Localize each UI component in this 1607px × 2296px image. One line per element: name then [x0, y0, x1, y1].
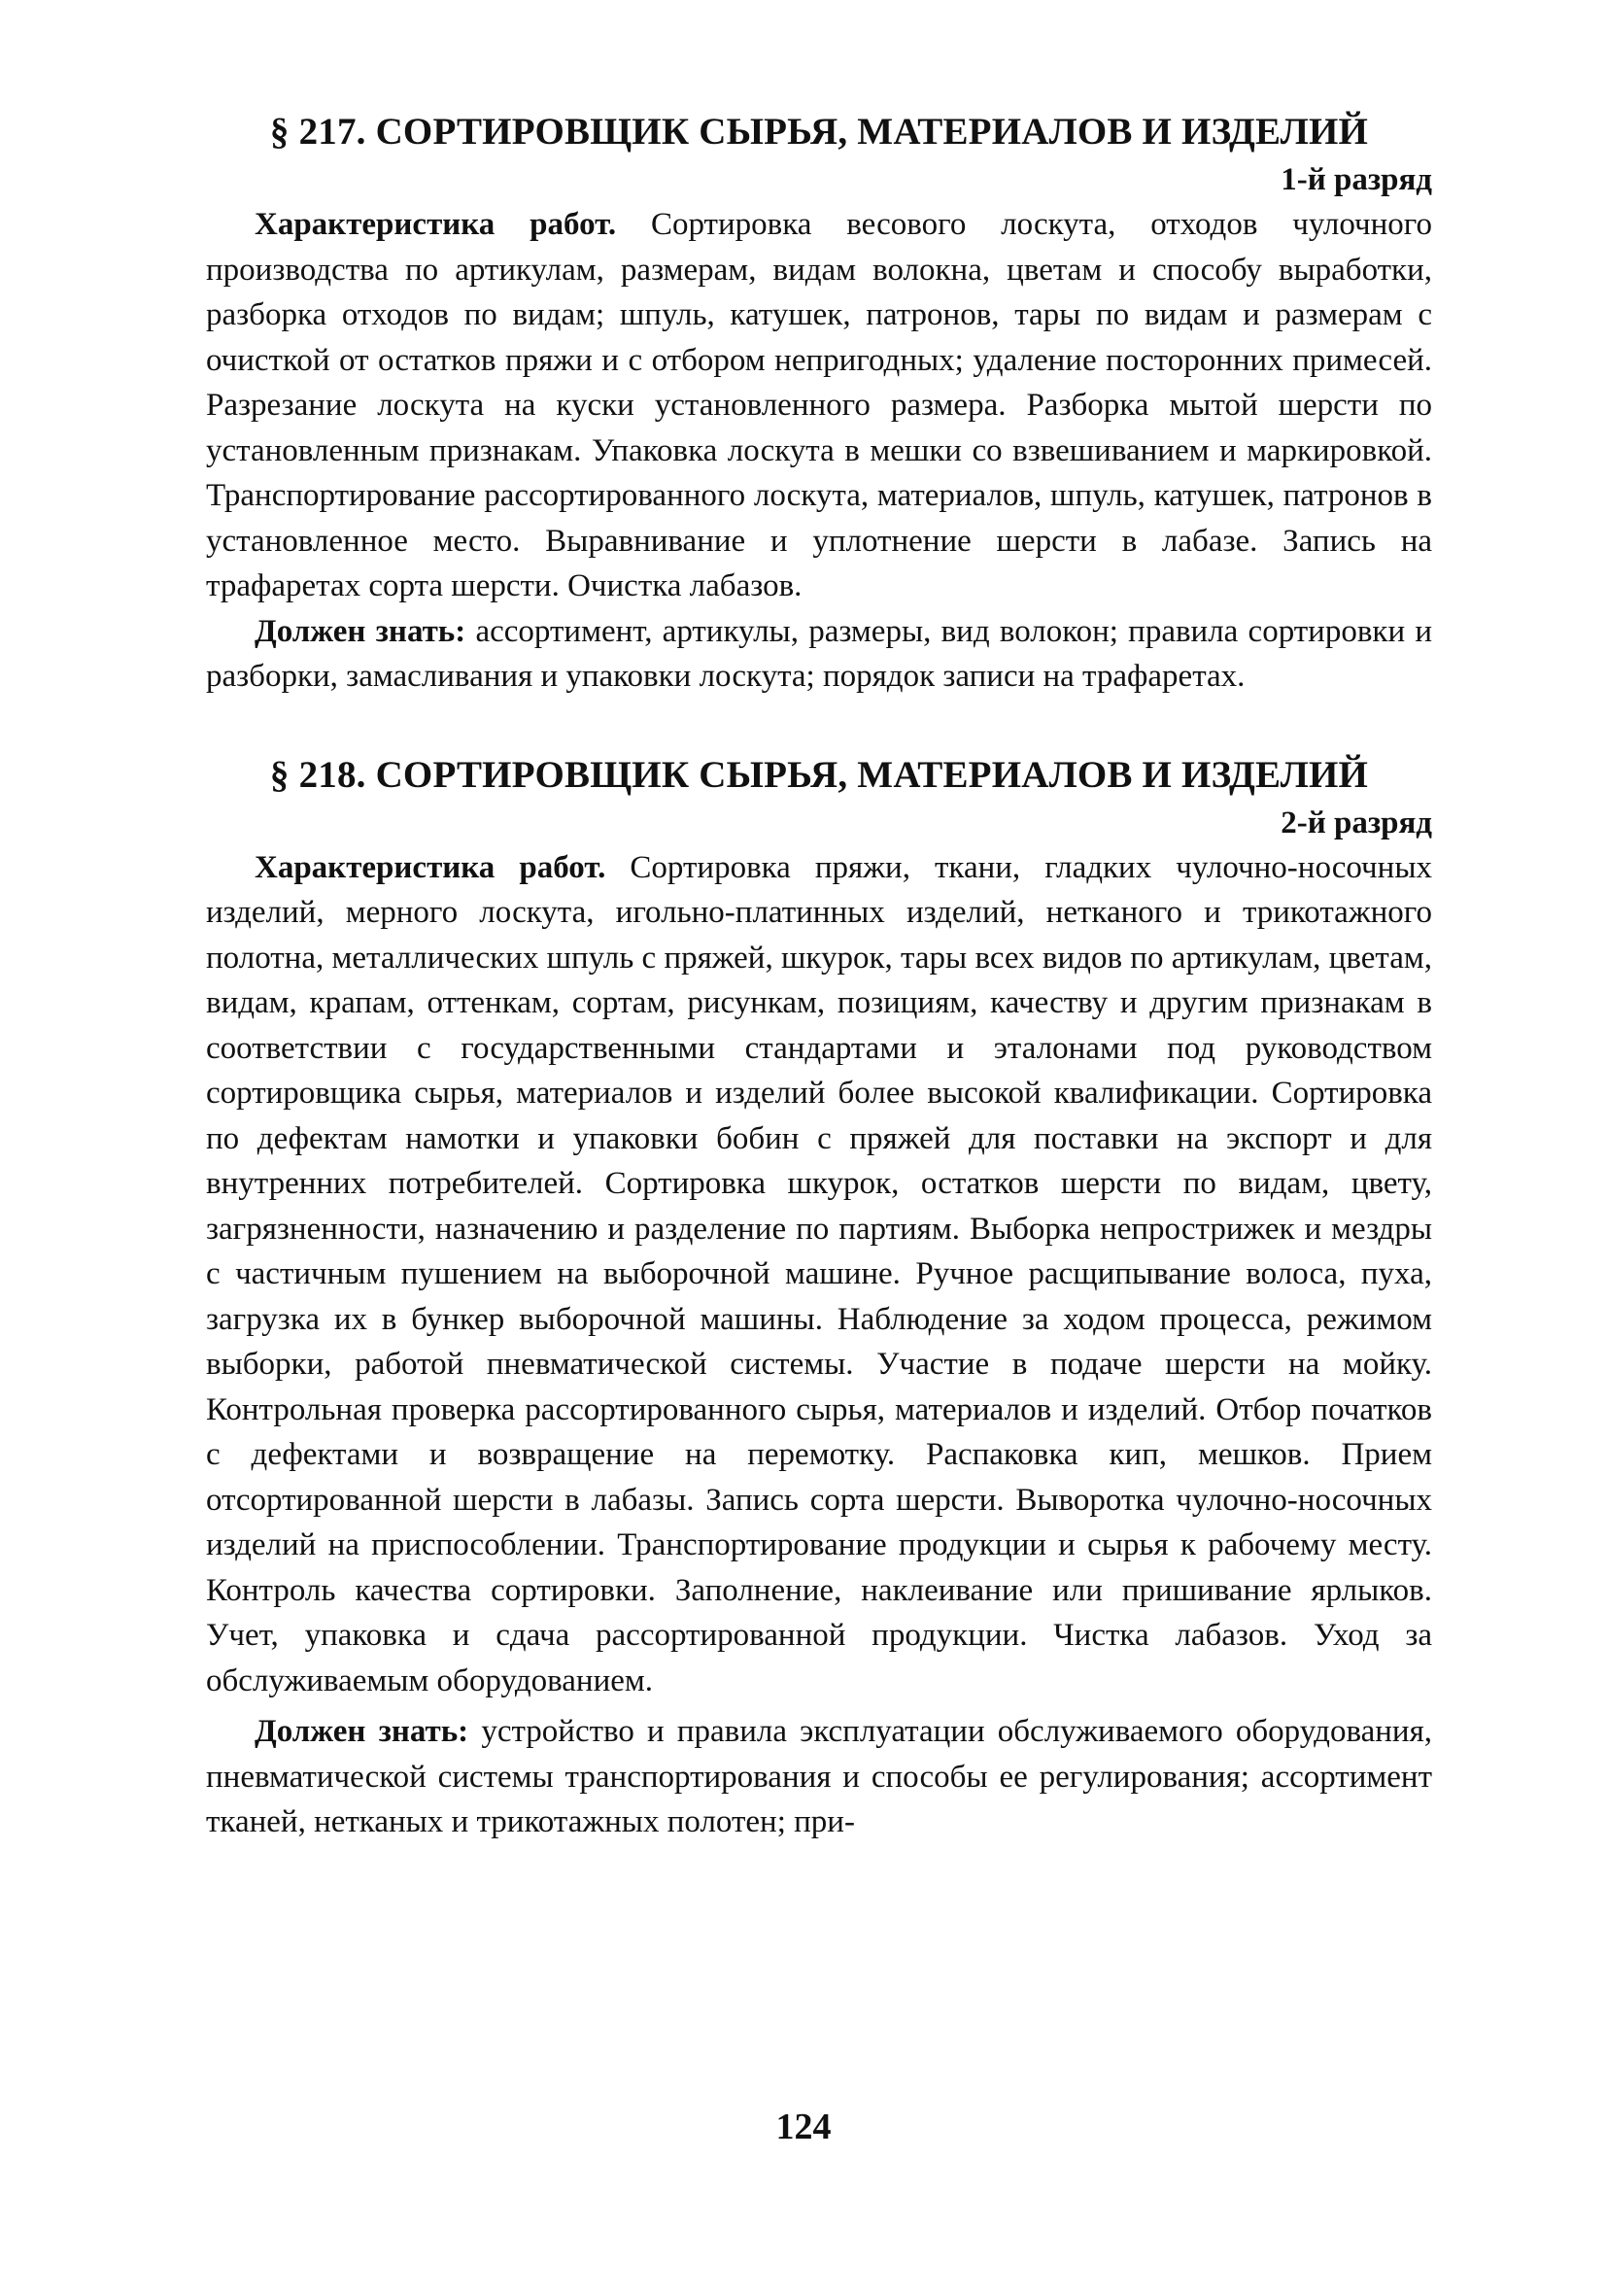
must-know-text: устройство и правила эксплуатации обслуживаемого оборудования, пневматической системы транспортирования и способы ее регулирования; ассортимент тканей, нетканых и трикотажных полотен; при-: [206, 1714, 1432, 1839]
section-217-must-know: [206, 609, 1432, 700]
section-217-work-description: [206, 202, 1432, 609]
section-218-must-know: [206, 1709, 1432, 1845]
section-217-grade: 1-й разряд: [1281, 162, 1432, 197]
section-218-grade: 2-й разряд: [1281, 805, 1432, 840]
must-know-text: ассортимент, артикулы, размеры, вид волокон; правила сортировки и разборки, замасливания и упаковки лоскута; порядок записи на трафаретах.: [206, 613, 1432, 694]
section-218-work-description: [206, 845, 1432, 1704]
section-218: [206, 750, 1432, 1845]
section-218-title: § 218. СОРТИРОВЩИК СЫРЬЯ, МАТЕРИАЛОВ И ИЗДЕЛИЙ: [269, 753, 1369, 796]
section-217-title: § 217. СОРТИРОВЩИК СЫРЬЯ, МАТЕРИАЛОВ И ИЗДЕЛИЙ: [269, 111, 1369, 153]
section-217: [206, 107, 1432, 700]
section-divider: [206, 700, 1432, 750]
work-description-text: Сортировка пряжи, ткани, гладких чулочно-носочных изделий, мерного лоскута, игольно-платинных изделий, нетканого и трикотажного полотна, металлических шпуль с пряжей, шкурок, тары всех видов по артикулам, цветам, видам, крапам, оттенкам, сортам, рисункам, позициям, качеству и другим признакам в соответствии с государственными стандартами и эталонами под руководством сортировщика сырья, материалов и изделий более высокой квалификации. Сортировка по дефектам намотки и упаковки бобин с пряжей для поставки на экспорт и для внутренних потребителей. Сортировка шкурок, остатков шерсти по видам, цвету, загрязненности, назначению и разделение по партиям. Выборка непрострижек и мездры с частичным пушением на выборочной машине. Ручное расщипывание волоса, пуха, загрузка их в бункер выборочной машины. Наблюдение за ходом процесса, режимом выборки, работой пневматической системы. Участие в подаче шерсти на мойку. Контрольная проверка рассортированного сырья, материалов и изделий. Отбор початков с дефектами и возвращение на перемотку. Распаковка кип, мешков. Прием отсортированной шерсти в лабазы. Запись сорта шерсти. Выворотка чулочно-носочных изделий на приспособлении. Транспортирование продукции и сырья к рабочему месту. Контроль качества сортировки. Заполнение, наклеивание или пришивание ярлыков. Учет, упаковка и сдача рассортированной продукции. Чистка лабазов. Уход за обслуживаемым оборудованием.: [206, 849, 1432, 1698]
work-description-lead: Характеристика работ.: [255, 207, 617, 242]
must-know-lead: Должен знать:: [255, 1714, 469, 1749]
page-number: 124: [775, 2107, 832, 2147]
must-know-lead: Должен знать:: [255, 613, 466, 649]
work-description-lead: Характеристика работ.: [255, 849, 606, 885]
work-description-text: Сортировка весового лоскута, отходов чулочного производства по артикулам, размерам, видам волокна, цветам и способу выработки, разборка отходов по видам; шпуль, катушек, патронов, тары по видам и размерам с очисткой от остатков пряжи и с отбором непригодных; удаление посторонних примесей. Разрезание лоскута на куски установленного размера. Разборка мытой шерсти по установленным признакам. Упаковка лоскута в мешки со взвешиванием и маркировкой. Транспортирование рассортированного лоскута, материалов, шпуль, катушек, патронов в установленное место. Выравнивание и уплотнение шерсти в лабазе. Запись на трафаретах сорта шерсти. Очистка лабазов.: [206, 207, 1432, 603]
document-page: [206, 107, 1432, 1845]
